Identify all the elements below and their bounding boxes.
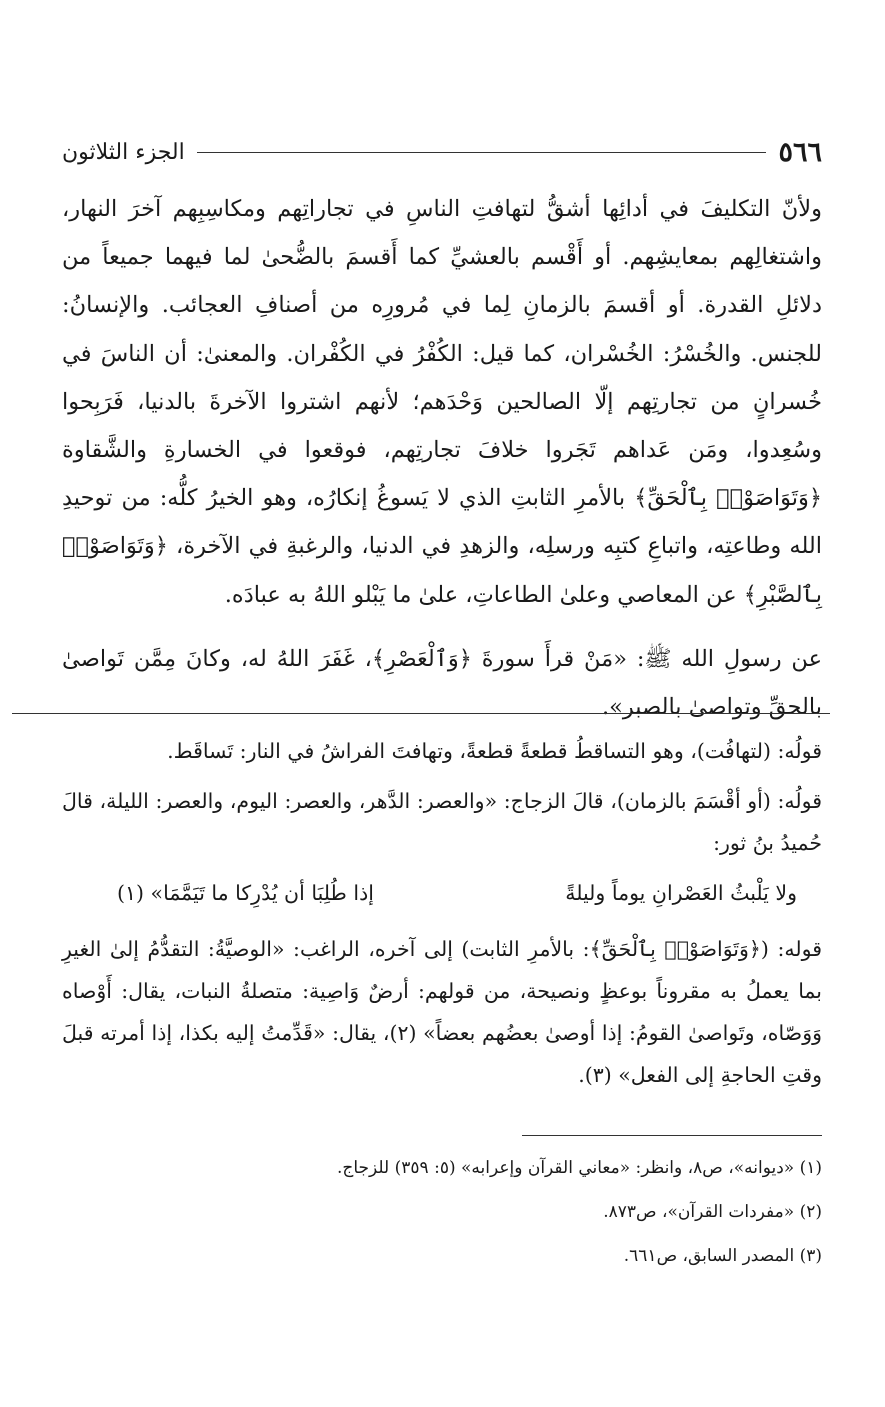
footnotes [62, 1158, 822, 1290]
main-text [62, 185, 822, 731]
hadith-paragraph: عن رسولِ الله ﷺ: «مَنْ قرأَ سورةَ ﴿وَٱلْعَصْرِ﴾، غَفَرَ اللهُ له، وكانَ مِمَّن تَواصىٰ بالحقِّ وتواصىٰ بالصبر». [62, 645, 822, 721]
commentary-paragraph: قولُه: (لتهافُت)، وهو التساقطُ قطعةً قطعةً، وتهافتَ الفراشُ في النار: تَساقَط. [167, 739, 822, 763]
page-header [62, 132, 822, 172]
footnote-separator [522, 1135, 822, 1136]
footnote: (٢) «مفردات القرآن»، ص٨٧٣. [603, 1202, 822, 1222]
verse-first-hemistich: ولا يَلْبثُ العَصْرانِ يوماً وليلةً [565, 881, 797, 905]
footnote: (٣) المصدر السابق، ص٦٦١. [623, 1246, 822, 1266]
commentary [62, 730, 822, 1104]
main-paragraph: ولأنّ التكليفَ في أدائِها أشقُّ لتهافتِ الناسِ في تجاراتِهم ومكاسِبِهم آخرَ النهار، واشتغالِهم بمعايشِهم. أو أَقْسم بالعشيِّ كما أَقسمَ بالضُّحىٰ لما فيهما جميعاً من دلائلِ القدرة. أو أقسمَ بالزمانِ لِما في مُرورِه من أصنافِ العجائب. والإنسانُ: للجنس. والخُسْرُ: الخُسْران، كما قيل: الكُفْرُ في الكُفْران. والمعنىٰ: أن الناسَ في خُسرانٍ من تجارتِهم إلّا الصالحين وَحْدَهم؛ لأنهم اشتروا الآخرةَ بالدنيا، فَرَبِحوا وسُعِدوا، ومَن عَداهم تَجَروا خلافَ تجارتِهم، فوقعوا في الخسارةِ والشَّقاوة ﴿وَتَوَاصَوْا۟ بِٱلْحَقِّ﴾ بالأمرِ الثابتِ الذي لا يَسوغُ إنكارُه، وهو الخيرُ كلُّه: من توحيدِ الله وطاعتِه، واتباعِ كتبِه ورسلِه، والزهدِ في الدنيا، والرغبةِ في الآخرة، ﴿وَتَوَاصَوْا۟ بِٱلصَّبْرِ﴾ عن المعاصي وعلىٰ الطاعاتِ، علىٰ ما يَبْلو اللهُ به عبادَه. [62, 196, 822, 608]
book-page [62, 0, 822, 1407]
verse-second-hemistich: إذا طُلِبَا أن يُدْرِكا ما تَيَمَّمَا» (١) [117, 881, 374, 905]
header-rule [197, 152, 767, 153]
poetry-verse [62, 872, 822, 914]
commentary-paragraph: قولُه: (أو أقْسَمَ بالزمان)، قالَ الزجاج: «والعصر: الدَّهر، والعصر: اليوم، والعصر: الليلة، قالَ حُميدُ بنُ ثور: [62, 789, 822, 855]
commentary-paragraph: قوله: (﴿وَتَوَاصَوْا۟ بِٱلْحَقِّ﴾: بالأمرِ الثابت) إلى آخره، الراغب: «الوصيَّةُ: التقدُّمُ إلىٰ الغيرِ بما يعملُ به مقروناً بوعظٍ ونصيحة، من قولهم: أرضٌ وَاصِية: متصلةُ النبات، يقال: أَوْصاه وَوَصّاه، وتَواصىٰ القومُ: إذا أوصىٰ بعضُهم بعضاً» (٢)، يقال: «قَدِّمتُ إليه بكذا، إذا أمرته قبلَ وقتِ الحاجةِ إلى الفعل» (٣). [62, 937, 822, 1087]
page-number: ٥٦٦ [778, 136, 822, 168]
section-separator [12, 713, 830, 714]
running-title: الجزء الثلاثون [62, 139, 185, 165]
footnote: (١) «ديوانه»، ص٨، وانظر: «معاني القرآن وإعرابه» (٥: ٣٥٩) للزجاج. [336, 1158, 822, 1178]
